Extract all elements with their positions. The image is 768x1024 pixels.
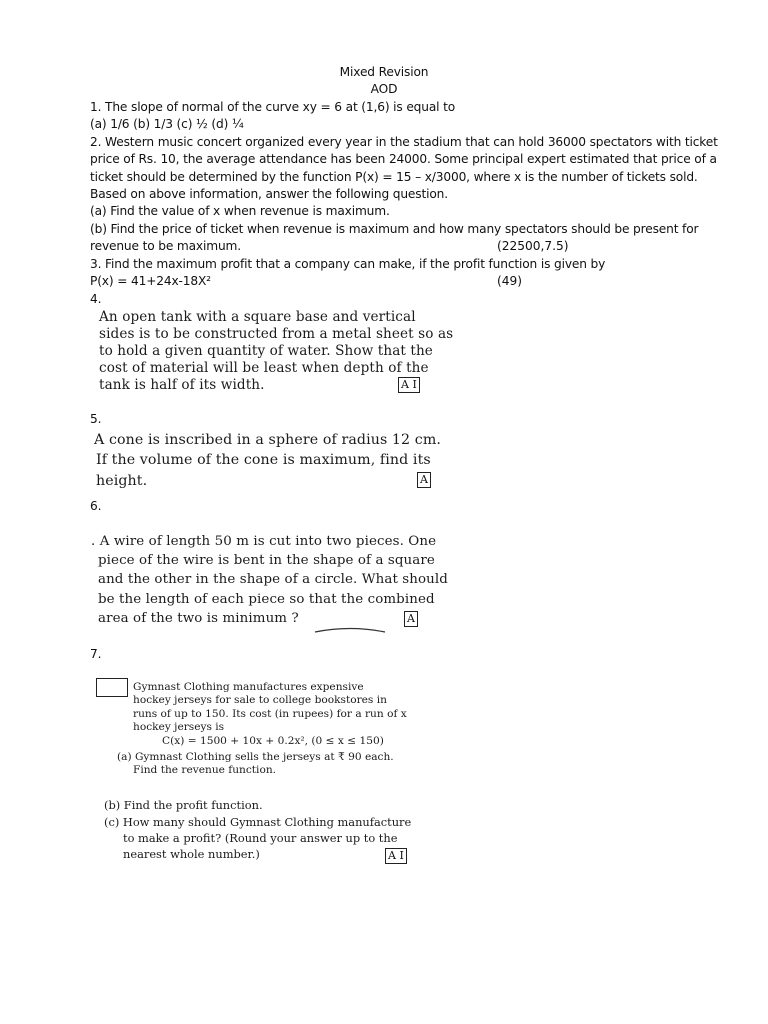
q3-function: P(x) = 41+24x-18X² — [90, 274, 211, 288]
q6-line: be the length of each piece so that the combined — [98, 592, 435, 607]
q7-intro-line: hockey jerseys for sale to college bookstores in — [133, 694, 387, 706]
q3-text: 3. Find the maximum profit that a company can make, if the profit function is given by — [90, 257, 606, 271]
q2-part-b: (b) Find the price of ticket when revenue is maximum and how many spectators should be present for — [90, 222, 699, 236]
q7-intro-line: hockey jerseys is — [133, 721, 225, 733]
q2-line: revenue to be maximum. — [90, 239, 241, 253]
q2-part-a: (a) Find the value of x when revenue is maximum. — [90, 204, 390, 218]
q7-part-c: (c) How many should Gymnast Clothing manufacture — [104, 815, 412, 829]
scan-smudge — [310, 625, 390, 635]
q3-answer: (49) — [497, 274, 523, 288]
q4-line: sides is to be constructed from a metal sheet so as — [99, 326, 454, 342]
q4-line: An open tank with a square base and vertical — [99, 309, 416, 325]
q1-options: (a) 1/6 (b) 1/3 (c) ½ (d) ¼ — [90, 117, 244, 131]
q2-line: price of Rs. 10, the average attendance has been 24000. Some principal expert estimated that price of a — [90, 152, 717, 166]
q4-line: tank is half of its width. — [99, 377, 265, 393]
q7-intro-line: Gymnast Clothing manufactures expensive — [133, 681, 364, 693]
page-title: Mixed Revision — [339, 65, 429, 79]
q1-text: 1. The slope of normal of the curve xy = 6 at (1,6) is equal to — [90, 100, 456, 114]
a-badge: A — [417, 472, 431, 488]
q4-number: 4. — [90, 292, 102, 306]
q6-line: piece of the wire is bent in the shape of a square — [98, 553, 435, 568]
q5-line: If the volume of the cone is maximum, find its — [96, 452, 431, 468]
q7-part-a: Find the revenue function. — [133, 764, 277, 776]
q7-part-b: (b) Find the profit function. — [104, 798, 263, 812]
q7-part-c: to make a profit? (Round your answer up to the — [123, 831, 398, 845]
ai-badge: A I — [385, 848, 407, 864]
q7-number: 7. — [90, 647, 102, 661]
q5-line: height. — [96, 473, 148, 489]
q6-line: and the other in the shape of a circle. What should — [98, 572, 448, 587]
q6-line: area of the two is minimum ? — [98, 611, 299, 626]
q4-line: cost of material will be least when depth of the — [99, 360, 429, 376]
a-badge: A — [404, 611, 418, 627]
q6-number: 6. — [90, 499, 102, 513]
q7-cost-formula: C(x) = 1500 + 10x + 0.2x², (0 ≤ x ≤ 150) — [162, 735, 384, 747]
page-subtitle: AOD — [370, 82, 398, 96]
q7-part-a: (a) Gymnast Clothing sells the jerseys at ₹ 90 each. — [117, 751, 394, 763]
q2-line: 2. Western music concert organized every year in the stadium that can hold 36000 spectators with ticket — [90, 135, 718, 149]
q7-intro-line: runs of up to 150. Its cost (in rupees) for a run of x — [133, 708, 407, 720]
q2-line: ticket should be determined by the function P(x) = 15 – x/3000, where x is the number of tickets sold. — [90, 170, 698, 184]
q6-line: . A wire of length 50 m is cut into two pieces. One — [91, 534, 437, 549]
q2-line: Based on above information, answer the following question. — [90, 187, 448, 201]
q4-line: to hold a given quantity of water. Show that the — [99, 343, 433, 359]
q2-answer: (22500,7.5) — [497, 239, 569, 253]
empty-box — [96, 678, 128, 697]
ai-badge: A I — [398, 377, 420, 393]
q5-number: 5. — [90, 412, 102, 426]
q5-line: A cone is inscribed in a sphere of radius 12 cm. — [94, 432, 442, 448]
q7-part-c: nearest whole number.) — [123, 847, 260, 861]
